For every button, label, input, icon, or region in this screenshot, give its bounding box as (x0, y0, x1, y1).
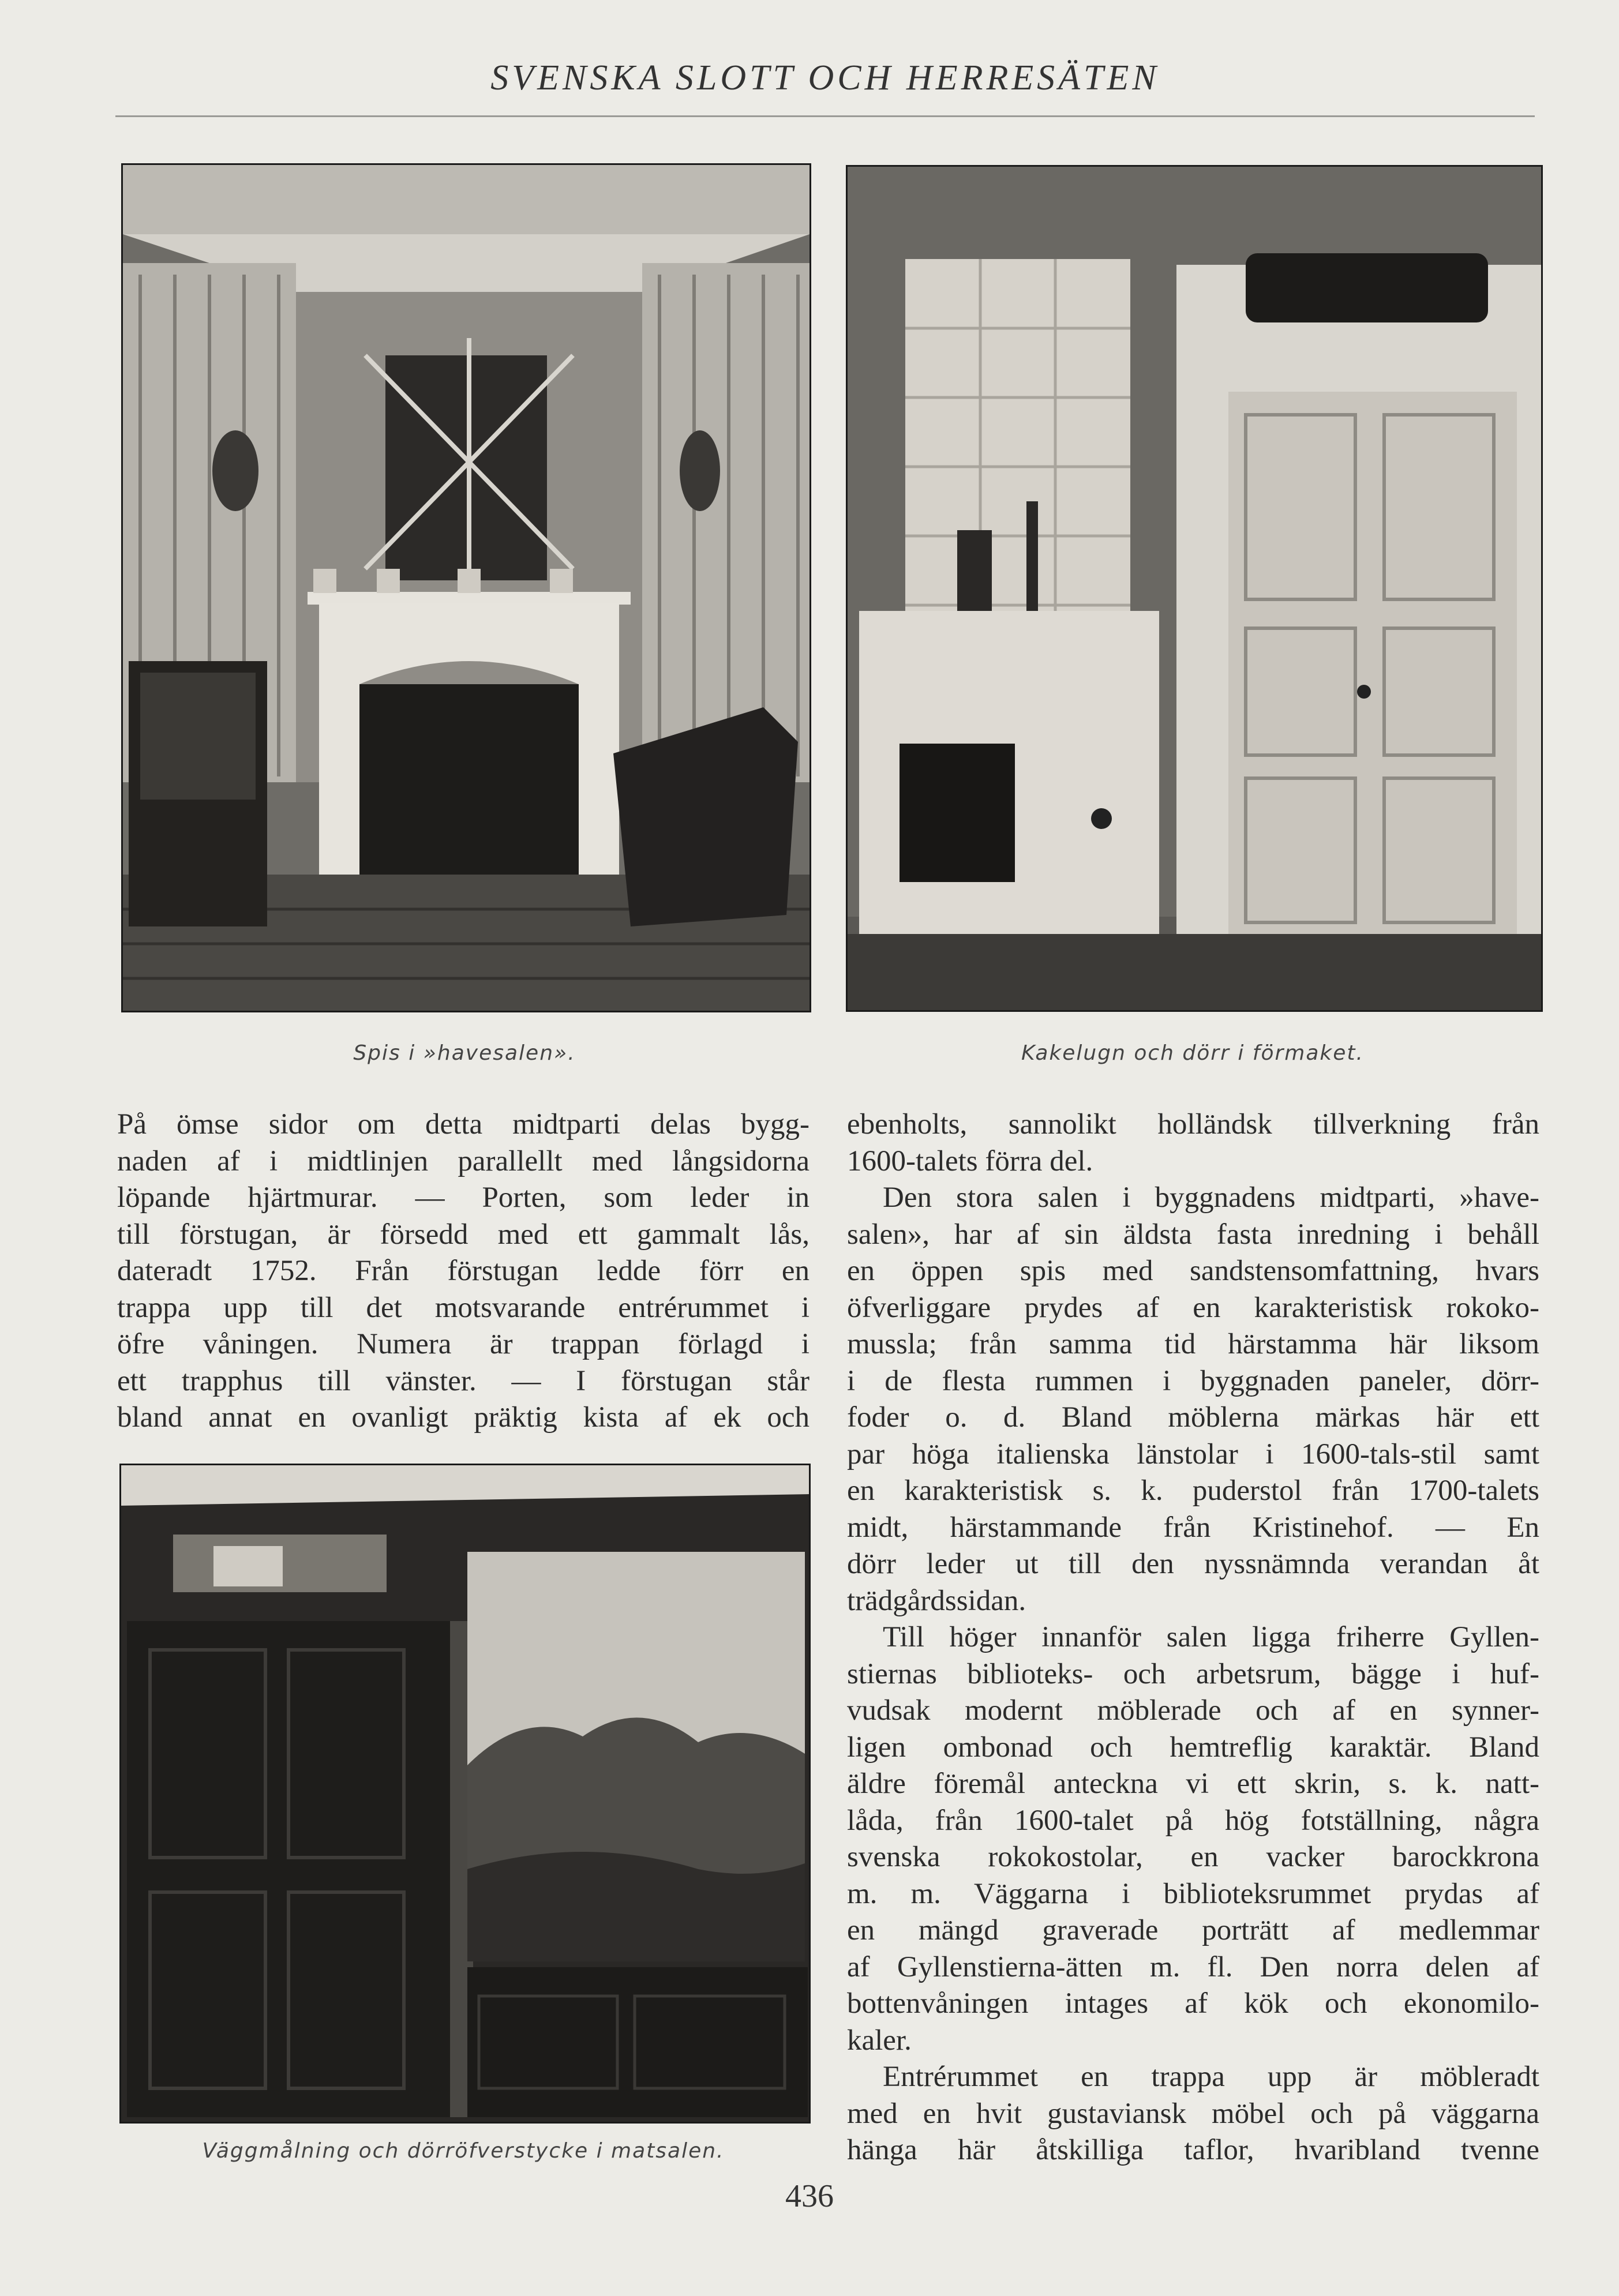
text-line: en mängd graverade porträtt af medlemmar (847, 1914, 1539, 1946)
text-line: löpande hjärtmurar. — Porten, som leder in (117, 1181, 810, 1214)
running-title: SVENSKA SLOTT OCH HERRESÄTEN (490, 58, 1160, 97)
text-line: en karakteristisk s. k. puderstol från 1700-talets (847, 1475, 1539, 1507)
fireplace-caption: Spis i »havesalen». (353, 1041, 576, 1065)
text-line: till förstugan, är försedd med ett gammalt lås, (117, 1218, 810, 1251)
header-rule (115, 115, 1535, 117)
right-text-column (847, 1106, 1539, 2169)
text-line: af Gyllenstierna-ätten m. fl. Den norra delen af (847, 1950, 1539, 1983)
text-line: naden af i midtlinjen parallellt med långsidorna (117, 1145, 810, 1177)
left-text-column (117, 1106, 810, 1436)
text-line: Den stora salen i byggnadens midtparti, »have- (883, 1181, 1539, 1214)
text-line: mussla; från samma tid härstamma här liksom (847, 1328, 1539, 1360)
text-line: trappa upp till det motsvarande entrérummet i (117, 1291, 810, 1324)
fireplace-photo (121, 163, 811, 1012)
stove-caption: Kakelugn och dörr i förmaket. (1021, 1041, 1364, 1065)
text-line: trädgårdssidan. (847, 1584, 1026, 1617)
text-line: salen», har af sin äldsta fasta inredning i behåll (847, 1218, 1539, 1251)
text-line: öfre våningen. Numera är trappan förlagd i (117, 1328, 810, 1360)
text-line: par höga italienska länstolar i 1600-tals-stil samt (847, 1438, 1539, 1470)
text-line: kaler. (847, 2024, 912, 2057)
text-line: låda, från 1600-talet på hög fotställning, några (847, 1804, 1539, 1837)
text-line: äldre föremål anteckna vi ett skrin, s. k. natt- (847, 1768, 1539, 1800)
text-line: bland annat en ovanligt präktig kista af ek och (117, 1401, 810, 1434)
text-line: ebenholts, sannolikt holländsk tillverkning från (847, 1108, 1539, 1141)
text-line: foder o. d. Bland möblerna märkas här ett (847, 1401, 1539, 1434)
text-line: dateradt 1752. Från förstugan ledde förr en (117, 1255, 810, 1287)
text-line: öfverliggare prydes af en karakteristisk rokoko- (847, 1291, 1539, 1324)
text-line: hänga här åtskilliga taflor, hvaribland tvenne (847, 2134, 1539, 2166)
text-line: stiernas biblioteks- och arbetsrum, bägge i huf- (847, 1657, 1539, 1690)
mural-caption: Väggmålning och dörröfverstycke i matsalen. (202, 2139, 725, 2163)
text-line: Till höger innanför salen ligga friherre Gyllen- (883, 1621, 1539, 1653)
text-line: med en hvit gustaviansk möbel och på väggarna (847, 2097, 1539, 2130)
text-line: dörr leder ut till den nyssnämnda verandan åt (847, 1548, 1539, 1580)
mural-photo (119, 1464, 811, 2124)
text-line: midt, härstammande från Kristinehof. — En (847, 1511, 1539, 1544)
text-line: svenska rokokostolar, en vacker barockkrona (847, 1841, 1539, 1873)
text-line: en öppen spis med sandstensomfattning, hvars (847, 1255, 1539, 1287)
stove-photo (846, 165, 1543, 1012)
text-line: På ömse sidor om detta midtparti delas bygg- (117, 1108, 810, 1141)
text-line: ett trapphus till vänster. — I förstugan står (117, 1364, 810, 1397)
text-line: vudsak modernt möblerade och af en synner- (847, 1694, 1539, 1727)
text-line: ligen ombonad och hemtreflig karaktär. Bland (847, 1731, 1539, 1764)
text-line: 1600-talets förra del. (847, 1145, 1093, 1177)
text-line: m. m. Väggarna i biblioteksrummet prydas af (847, 1877, 1539, 1910)
text-line: i de flesta rummen i byggnaden paneler, dörr- (847, 1364, 1539, 1397)
text-line: bottenvåningen intages af kök och ekonomilo- (847, 1987, 1539, 2020)
text-line: Entrérummet en trappa upp är möbleradt (883, 2061, 1539, 2093)
page-number: 436 (785, 2178, 834, 2214)
